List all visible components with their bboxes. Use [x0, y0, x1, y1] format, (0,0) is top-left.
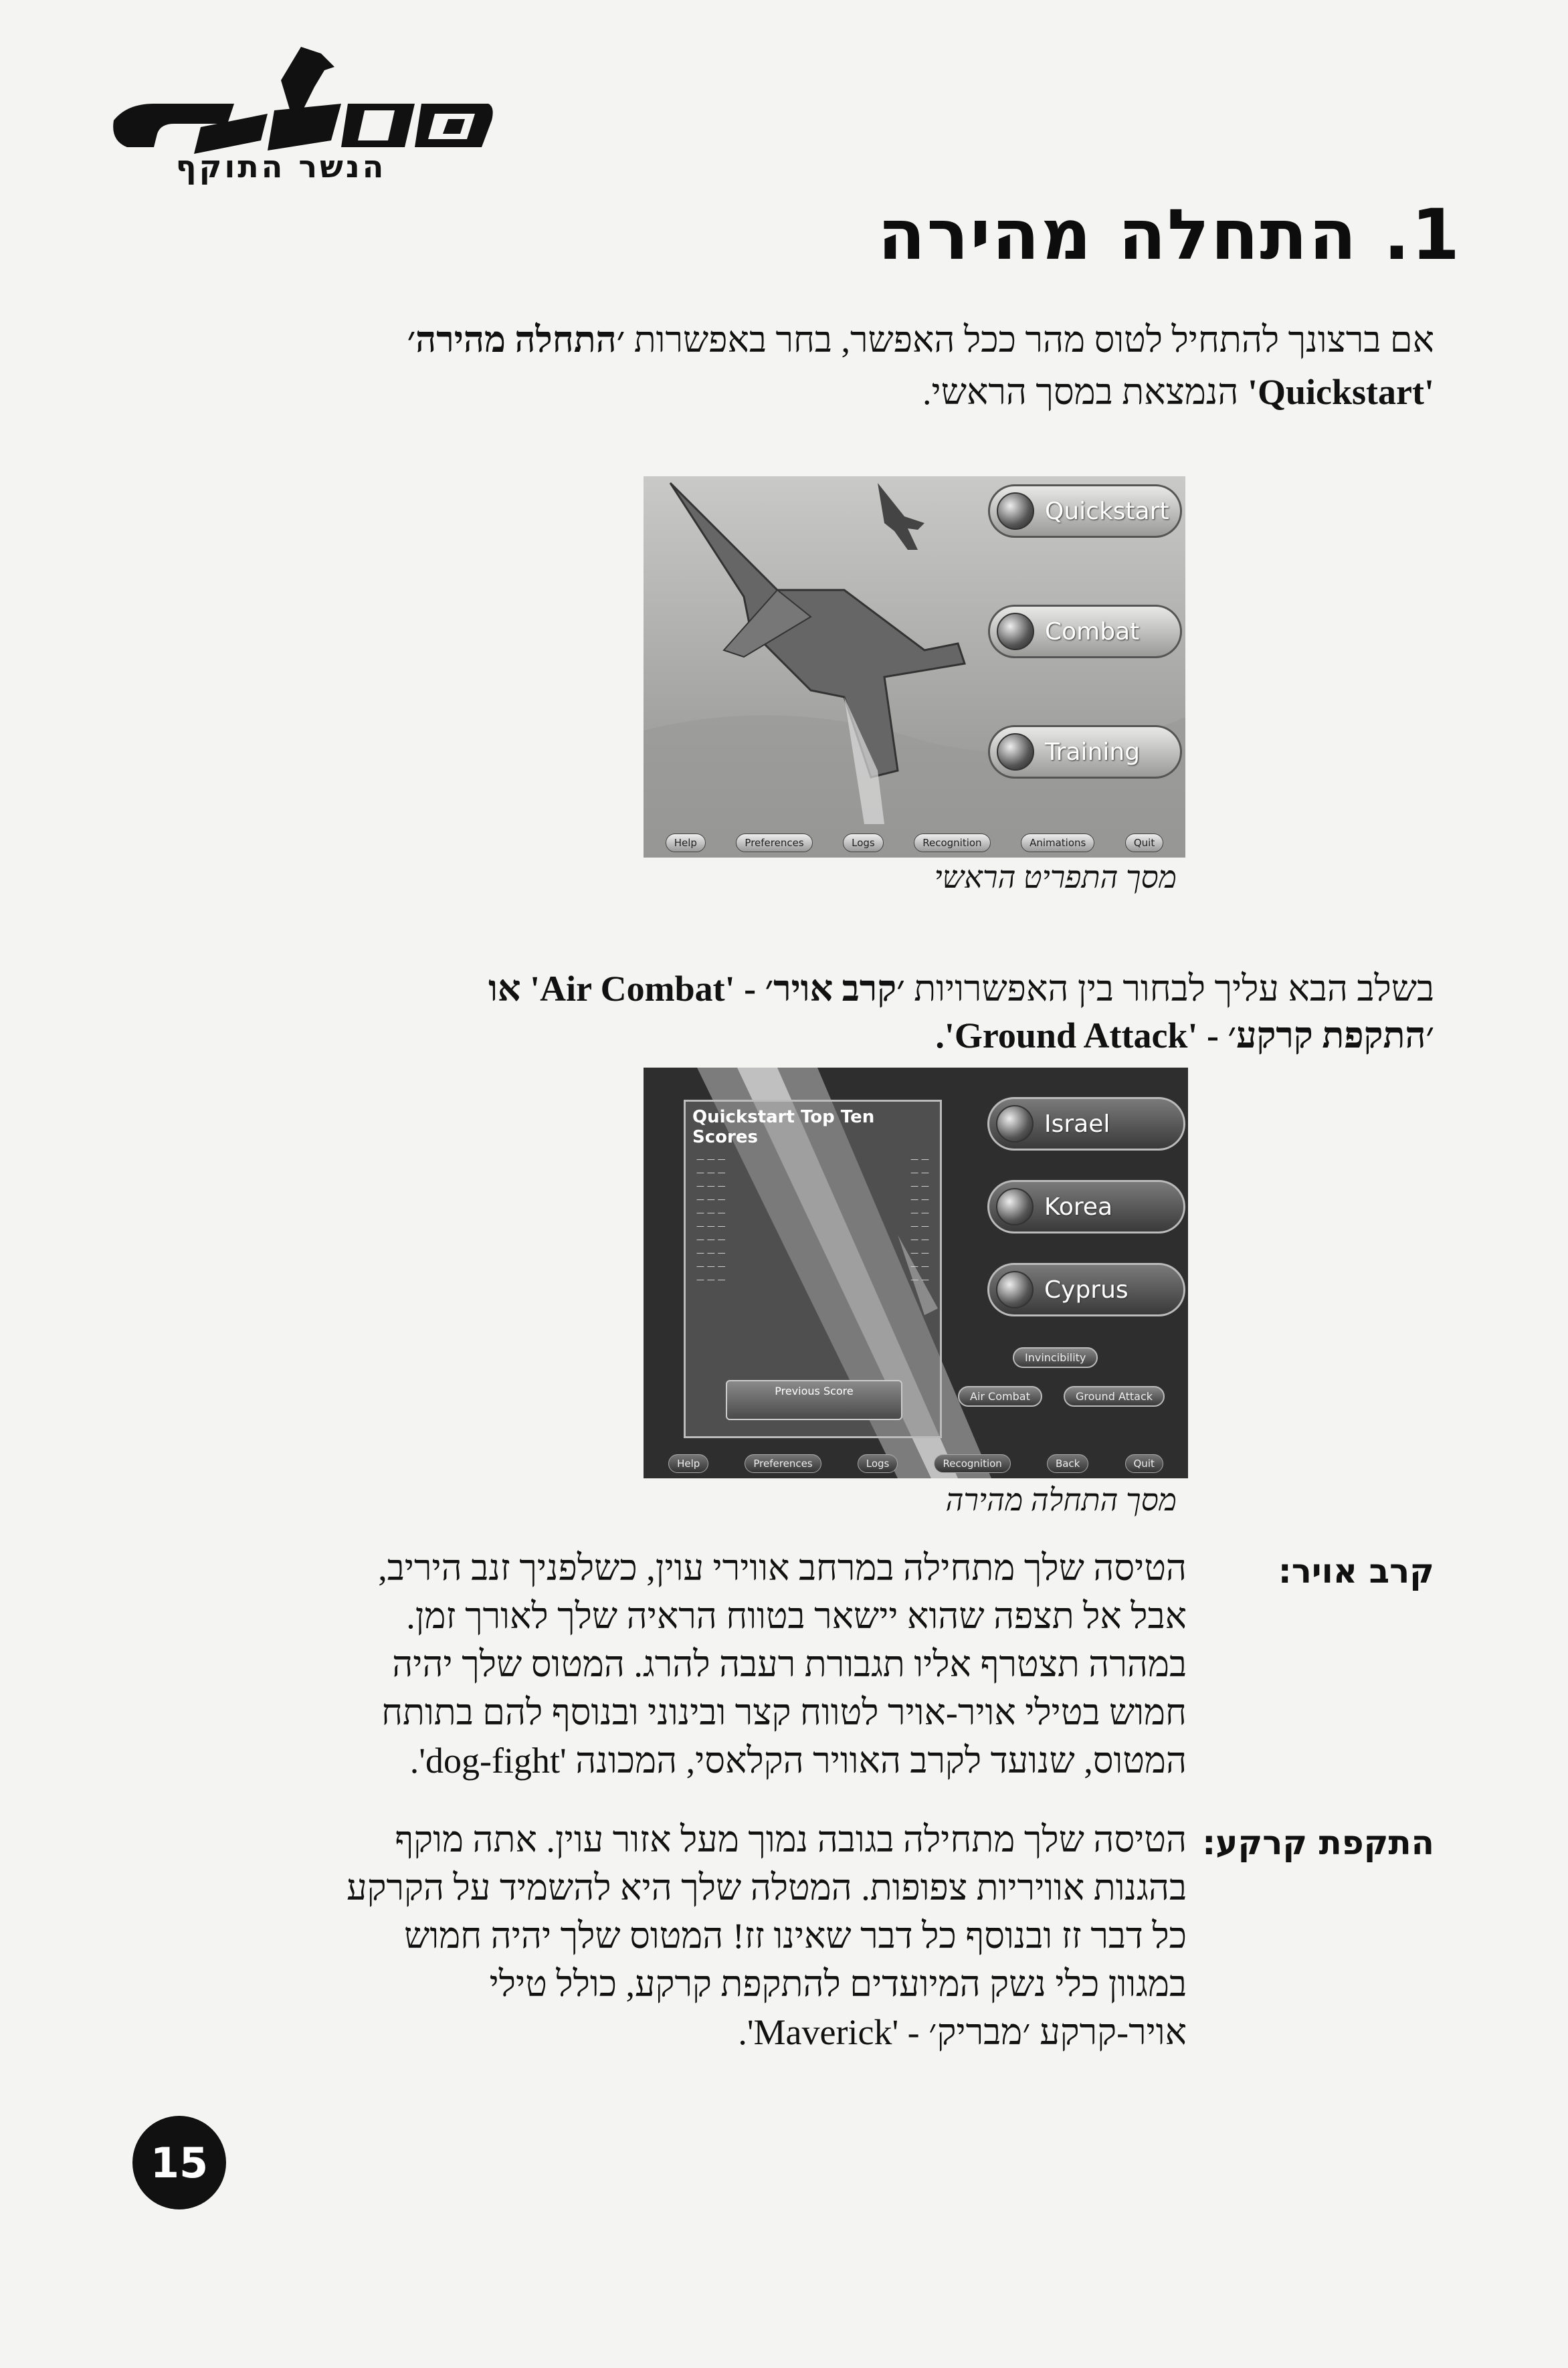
score-row: — — — — — — [696, 1208, 929, 1217]
ground-attack-line: במגוון כלי נשק המיועדים להתקפת קרקע, כולל טילי — [489, 1964, 1187, 2004]
scores-panel-title: Quickstart Top Ten Scores — [692, 1107, 875, 1147]
combat-button[interactable]: Combat — [988, 605, 1182, 658]
help-button[interactable]: Help — [666, 833, 706, 852]
ground-attack-line: בהגנות אוויריות צפופות. המטלה שלך היא להשמיד על הקרקע — [347, 1868, 1187, 1908]
air-combat-button[interactable]: Air Combat — [958, 1386, 1042, 1407]
score-row: — — — — — — [696, 1195, 929, 1204]
score-row: — — — — — — [696, 1221, 929, 1231]
ground-attack-button[interactable]: Ground Attack — [1064, 1386, 1165, 1407]
israel-button[interactable]: Israel — [987, 1097, 1185, 1151]
main-menu-screenshot — [644, 476, 1185, 858]
ground-attack-line: אויר-קרקע ׳מבריק׳ - 'Maverick'. — [738, 2012, 1187, 2052]
preferences-button[interactable]: Preferences — [736, 833, 812, 852]
logs-button[interactable]: Logs — [858, 1454, 898, 1473]
caption-quickstart: מסך התחלה מהירה — [945, 1483, 1177, 1517]
logs-button[interactable]: Logs — [843, 833, 884, 852]
quit-button[interactable]: Quit — [1125, 1454, 1163, 1473]
page-number: 15 — [132, 2116, 226, 2209]
page-title: 1. התחלה מהירה — [878, 194, 1461, 276]
training-button[interactable]: Training — [988, 725, 1182, 779]
score-row: — — — — — — [696, 1262, 929, 1271]
score-row: — — — — — — [696, 1248, 929, 1258]
air-combat-line: אבל אל תצפה שהוא יישאר בטווח הראיה שלך לאורך זמן. — [406, 1596, 1187, 1636]
back-button[interactable]: Back — [1047, 1454, 1088, 1473]
quickstart-toolbar — [644, 1449, 1188, 1478]
intro-line-2: 'Quickstart' הנמצאת במסך הראשי. — [922, 372, 1434, 412]
air-combat-line: המטוס, שנועד לקרב האוויר הקלאסי, המכונה 'dog-fight'. — [409, 1741, 1187, 1781]
cyprus-button[interactable]: Cyprus — [987, 1263, 1185, 1316]
knob-icon — [997, 492, 1034, 530]
choice-line-2: ׳התקפת קרקע׳ - 'Ground Attack'. — [935, 1015, 1434, 1056]
korea-button[interactable]: Korea — [987, 1180, 1185, 1234]
air-combat-line: במהרה תצטרף אליו תגבורת רעבה להרג. המטוס שלך יהיה — [392, 1644, 1187, 1684]
ground-attack-line: הטיסה שלך מתחילה בגובה נמוך מעל אזור עוין. אתה מוקף — [395, 1819, 1187, 1860]
invincibility-button[interactable]: Invincibility — [1013, 1347, 1098, 1368]
knob-icon — [996, 1188, 1034, 1225]
choice-line-1: בשלב הבא עליך לבחור בין האפשרויות ׳קרב אויר׳ - 'Air Combat' או — [488, 969, 1434, 1009]
animations-button[interactable]: Animations — [1021, 833, 1094, 852]
knob-icon — [997, 613, 1034, 650]
intro-line-1: אם ברצונך להתחיל לטוס מהר ככל האפשר, בחר באפשרות ׳התחלה מהירה׳ — [407, 320, 1434, 360]
term-air-combat: קרב אויר: — [1278, 1552, 1434, 1591]
logo-subtitle: הנשר התוקף — [175, 149, 387, 185]
ground-attack-line: כל דבר זז ובנוסף כל דבר שאינו זז! המטוס שלך יהיה חמוש — [404, 1916, 1187, 1956]
recognition-button[interactable]: Recognition — [914, 833, 990, 852]
previous-score-box: Previous Score — [726, 1380, 902, 1420]
score-row: — — — — — — [696, 1155, 929, 1164]
score-row: — — — — — — [696, 1181, 929, 1191]
recognition-button[interactable]: Recognition — [934, 1454, 1010, 1473]
score-row: — — — — — — [696, 1275, 929, 1284]
main-menu-toolbar — [644, 828, 1185, 858]
quickstart-button[interactable]: Quickstart — [988, 484, 1182, 538]
preferences-button[interactable]: Preferences — [745, 1454, 821, 1473]
knob-icon — [996, 1271, 1034, 1308]
quit-button[interactable]: Quit — [1125, 833, 1163, 852]
score-row: — — — — — — [696, 1168, 929, 1177]
caption-main-menu: מסך התפריט הראשי — [934, 860, 1177, 894]
air-combat-line: הטיסה שלך מתחילה במרחב אווירי עוין, כשלפניך זנב היריב, — [378, 1548, 1187, 1588]
term-ground-attack: התקפת קרקע: — [1202, 1823, 1434, 1862]
knob-icon — [996, 1105, 1034, 1143]
score-row: — — — — — — [696, 1235, 929, 1244]
help-button[interactable]: Help — [668, 1454, 708, 1473]
top-ten-scores-panel — [684, 1100, 942, 1438]
quickstart-screenshot — [644, 1068, 1188, 1478]
air-combat-line: חמוש בטילי אויר-אויר לטווח קצר ובינוני ובנוסף להם בתותח — [381, 1692, 1187, 1733]
knob-icon — [997, 733, 1034, 771]
